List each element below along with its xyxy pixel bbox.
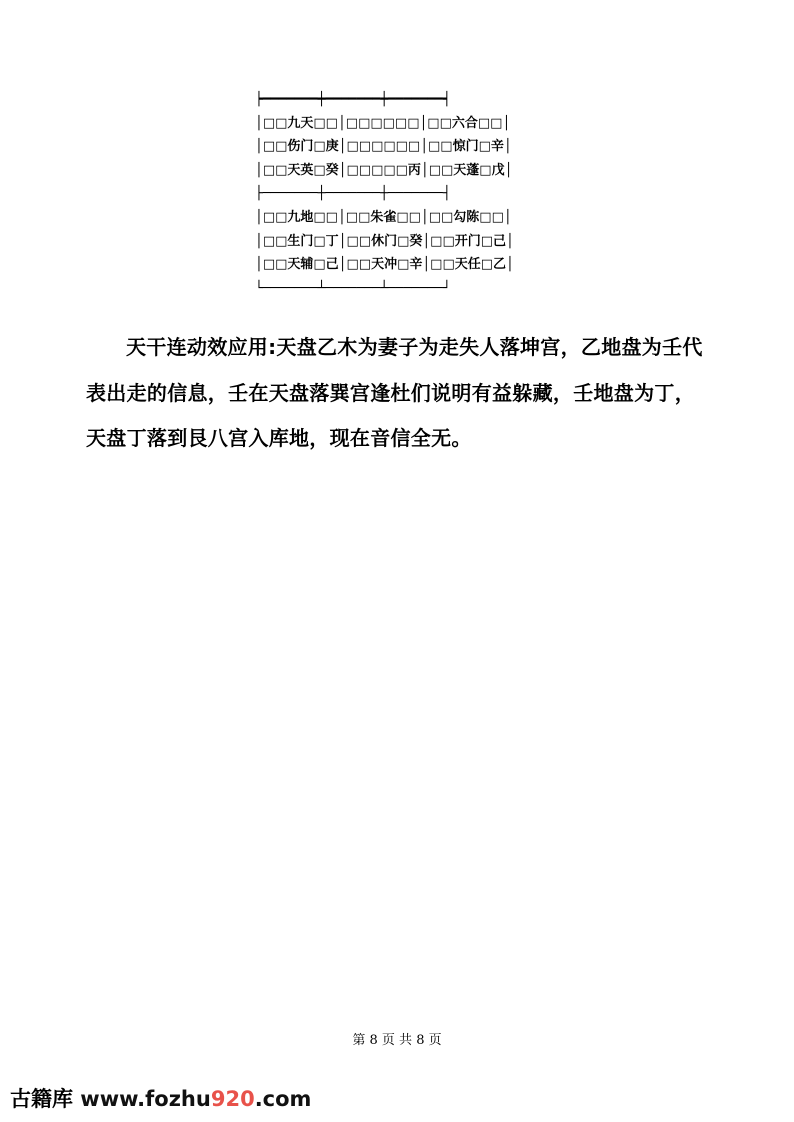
site-watermark[interactable] [10, 1083, 311, 1113]
qimen-chart [255, 88, 555, 300]
chart-row: │□□九地□□│□□朱雀□□│□□勾陈□□│ [255, 209, 512, 225]
watermark-url-suffix: .com [254, 1087, 312, 1111]
chart-border-top: ┝━━━━━━━┿━━━━━━━┿━━━━━━━┥ [255, 92, 451, 107]
chart-border-middle: ├───────┼───────┼───────┤ [255, 186, 451, 202]
watermark-url-accent: 920 [210, 1087, 255, 1111]
chart-row: │□□九天□□│□□□□□□│□□六合□□│ [255, 115, 511, 131]
body-paragraph: 天干连动效应用:天盘乙木为妻子为走失人落坤宫，乙地盘为壬代表出走的信息，壬在天盘落巽宫逢杜们说明有益躲藏，壬地盘为丁，天盘丁落到艮八宫入库地，现在音信全无。 [86, 335, 703, 450]
chart-row: │□□生门□丁│□□休门□癸│□□开门□己│ [255, 233, 514, 249]
page-number: 第 8 页 共 8 页 [352, 1033, 442, 1048]
chart-border-bottom: └───────┴───────┴───────┘ [255, 280, 451, 296]
watermark-brand: 古籍库 [10, 1087, 73, 1111]
chart-row: │□□伤门□庚│□□□□□□│□□惊门□辛│ [255, 139, 512, 155]
chart-row: │□□天英□癸│□□□□□丙│□□天蓬□戊│ [255, 162, 513, 178]
chart-row: │□□天辅□己│□□天冲□辛│□□天任□乙│ [255, 257, 514, 273]
watermark-url-prefix: www.fozhu [73, 1087, 211, 1111]
